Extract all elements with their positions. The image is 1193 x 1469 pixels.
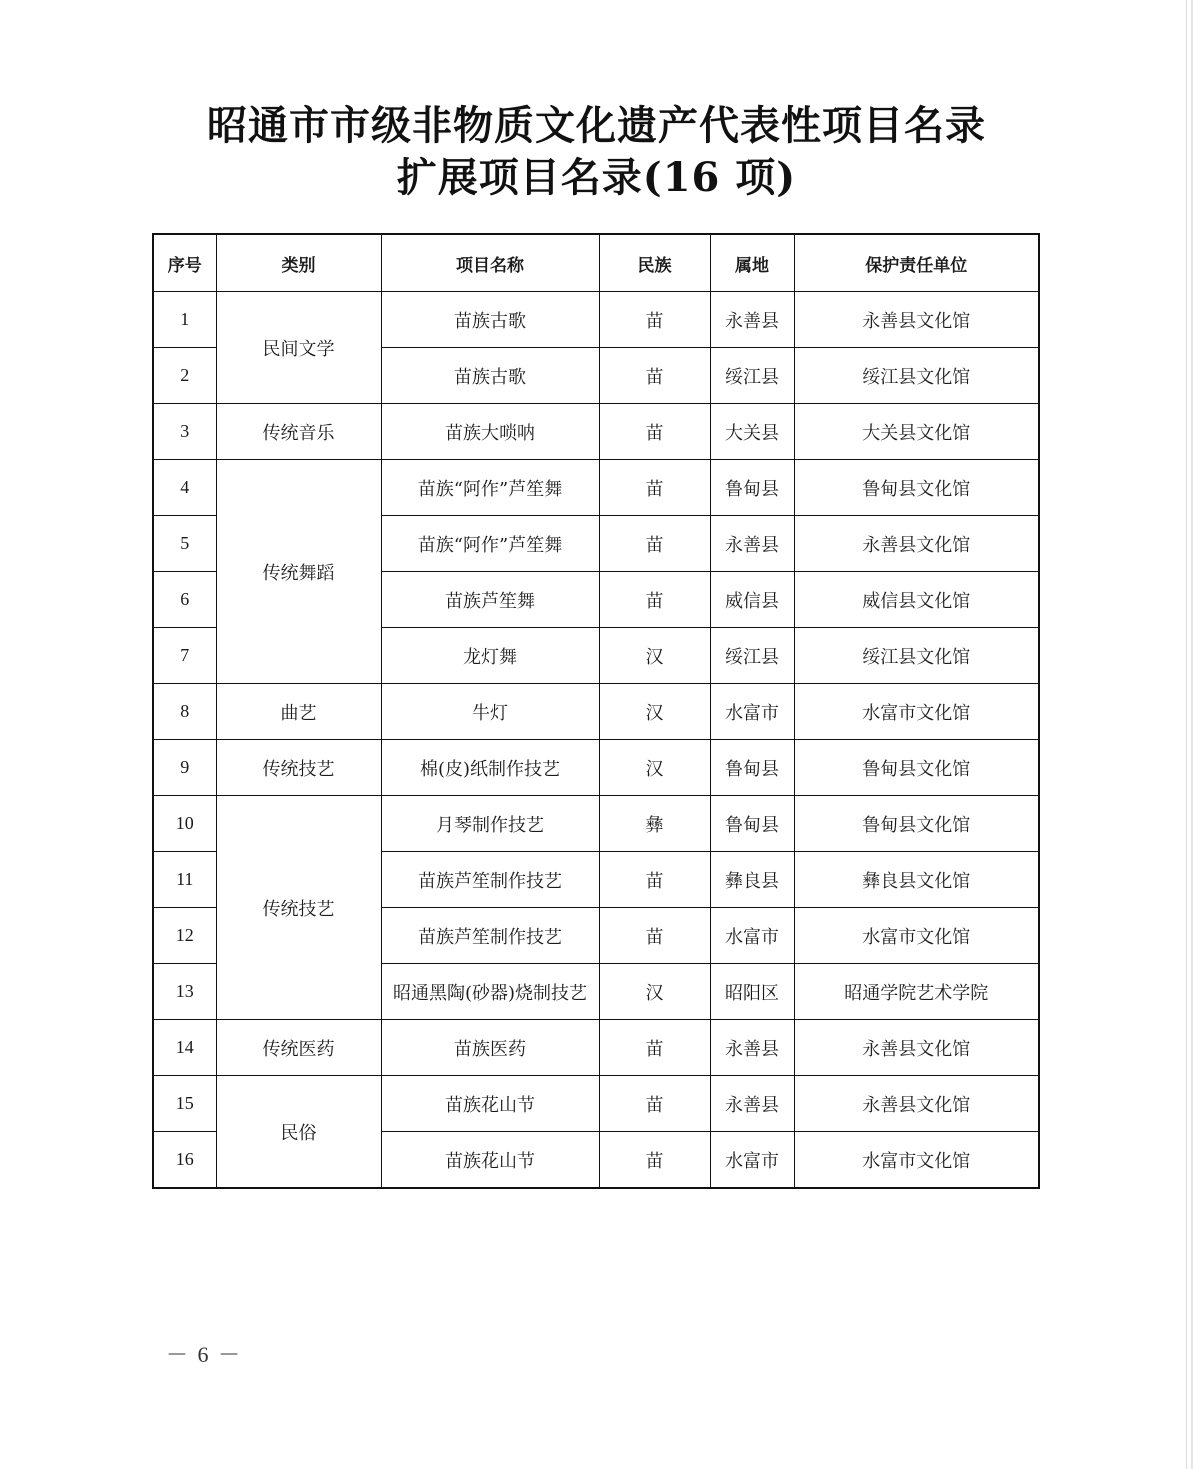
cell-project-name: 苗族芦笙舞 bbox=[381, 572, 599, 628]
cell-ethnicity: 彝 bbox=[599, 796, 710, 852]
header-project-name: 项目名称 bbox=[381, 234, 599, 292]
cell-project-name: 牛灯 bbox=[381, 684, 599, 740]
cell-serial: 15 bbox=[153, 1076, 216, 1132]
cell-project-name: 月琴制作技艺 bbox=[381, 796, 599, 852]
header-serial: 序号 bbox=[153, 234, 216, 292]
cell-serial: 13 bbox=[153, 964, 216, 1020]
cell-locality: 绥江县 bbox=[710, 628, 794, 684]
cell-ethnicity: 苗 bbox=[599, 1020, 710, 1076]
cell-locality: 鲁甸县 bbox=[710, 740, 794, 796]
header-locality: 属地 bbox=[710, 234, 794, 292]
table-row bbox=[153, 404, 1039, 460]
cell-category: 传统技艺 bbox=[216, 740, 381, 796]
cell-ethnicity: 苗 bbox=[599, 572, 710, 628]
title-line-1: 昭通市市级非物质文化遗产代表性项目名录 bbox=[207, 102, 986, 149]
cell-serial: 3 bbox=[153, 404, 216, 460]
table-body bbox=[153, 292, 1039, 1189]
table-row bbox=[153, 1076, 1039, 1132]
cell-locality: 大关县 bbox=[710, 404, 794, 460]
cell-category: 传统医药 bbox=[216, 1020, 381, 1076]
cell-responsible-unit: 绥江县文化馆 bbox=[794, 348, 1039, 404]
table-row bbox=[153, 796, 1039, 852]
table-row bbox=[153, 740, 1039, 796]
cell-project-name: 苗族“阿作”芦笙舞 bbox=[381, 516, 599, 572]
cell-locality: 永善县 bbox=[710, 1020, 794, 1076]
cell-locality: 威信县 bbox=[710, 572, 794, 628]
cell-ethnicity: 苗 bbox=[599, 292, 710, 348]
cell-responsible-unit: 昭通学院艺术学院 bbox=[794, 964, 1039, 1020]
cell-serial: 12 bbox=[153, 908, 216, 964]
cell-locality: 水富市 bbox=[710, 1132, 794, 1189]
cell-serial: 2 bbox=[153, 348, 216, 404]
cell-project-name: 苗族花山节 bbox=[381, 1076, 599, 1132]
cell-ethnicity: 苗 bbox=[599, 1076, 710, 1132]
table-row bbox=[153, 1020, 1039, 1076]
cell-locality: 水富市 bbox=[710, 684, 794, 740]
cell-locality: 鲁甸县 bbox=[710, 460, 794, 516]
header-category: 类别 bbox=[216, 234, 381, 292]
cell-ethnicity: 苗 bbox=[599, 516, 710, 572]
cell-ethnicity: 苗 bbox=[599, 404, 710, 460]
cell-category: 传统音乐 bbox=[216, 404, 381, 460]
cell-ethnicity: 汉 bbox=[599, 684, 710, 740]
cell-responsible-unit: 永善县文化馆 bbox=[794, 516, 1039, 572]
header-responsible-unit: 保护责任单位 bbox=[794, 234, 1039, 292]
cell-ethnicity: 汉 bbox=[599, 628, 710, 684]
cell-project-name: 苗族大唢呐 bbox=[381, 404, 599, 460]
cell-responsible-unit: 鲁甸县文化馆 bbox=[794, 460, 1039, 516]
cell-project-name: 昭通黑陶(砂器)烧制技艺 bbox=[381, 964, 599, 1020]
cell-locality: 水富市 bbox=[710, 908, 794, 964]
cell-responsible-unit: 绥江县文化馆 bbox=[794, 628, 1039, 684]
cell-responsible-unit: 水富市文化馆 bbox=[794, 908, 1039, 964]
table-row bbox=[153, 292, 1039, 348]
table-row bbox=[153, 460, 1039, 516]
cell-ethnicity: 汉 bbox=[599, 740, 710, 796]
cell-category: 民俗 bbox=[216, 1076, 381, 1189]
cell-locality: 永善县 bbox=[710, 1076, 794, 1132]
cell-locality: 永善县 bbox=[710, 292, 794, 348]
cell-locality: 鲁甸县 bbox=[710, 796, 794, 852]
cell-serial: 8 bbox=[153, 684, 216, 740]
cell-ethnicity: 苗 bbox=[599, 908, 710, 964]
cell-responsible-unit: 水富市文化馆 bbox=[794, 1132, 1039, 1189]
cell-serial: 14 bbox=[153, 1020, 216, 1076]
cell-category: 民间文学 bbox=[216, 292, 381, 404]
cell-ethnicity: 苗 bbox=[599, 1132, 710, 1189]
cell-responsible-unit: 大关县文化馆 bbox=[794, 404, 1039, 460]
cell-project-name: 龙灯舞 bbox=[381, 628, 599, 684]
cell-responsible-unit: 彝良县文化馆 bbox=[794, 852, 1039, 908]
cell-serial: 5 bbox=[153, 516, 216, 572]
cell-ethnicity: 苗 bbox=[599, 852, 710, 908]
cell-project-name: 苗族古歌 bbox=[381, 348, 599, 404]
page-edge bbox=[1186, 0, 1193, 1469]
cell-project-name: 苗族芦笙制作技艺 bbox=[381, 908, 599, 964]
cell-serial: 1 bbox=[153, 292, 216, 348]
cell-category: 传统技艺 bbox=[216, 796, 381, 1020]
table-header-row bbox=[153, 234, 1039, 292]
cell-category: 传统舞蹈 bbox=[216, 460, 381, 684]
cell-locality: 昭阳区 bbox=[710, 964, 794, 1020]
cell-serial: 11 bbox=[153, 852, 216, 908]
cell-locality: 绥江县 bbox=[710, 348, 794, 404]
cell-serial: 7 bbox=[153, 628, 216, 684]
document-title bbox=[0, 100, 1193, 204]
cell-responsible-unit: 鲁甸县文化馆 bbox=[794, 740, 1039, 796]
cell-responsible-unit: 鲁甸县文化馆 bbox=[794, 796, 1039, 852]
cell-locality: 彝良县 bbox=[710, 852, 794, 908]
cell-responsible-unit: 威信县文化馆 bbox=[794, 572, 1039, 628]
cell-serial: 9 bbox=[153, 740, 216, 796]
cell-ethnicity: 汉 bbox=[599, 964, 710, 1020]
cell-project-name: 苗族古歌 bbox=[381, 292, 599, 348]
cell-serial: 6 bbox=[153, 572, 216, 628]
cell-project-name: 苗族医药 bbox=[381, 1020, 599, 1076]
page-number: － 6 － bbox=[166, 1342, 243, 1367]
cell-responsible-unit: 永善县文化馆 bbox=[794, 1020, 1039, 1076]
cell-project-name: 棉(皮)纸制作技艺 bbox=[381, 740, 599, 796]
cell-ethnicity: 苗 bbox=[599, 460, 710, 516]
cell-responsible-unit: 永善县文化馆 bbox=[794, 1076, 1039, 1132]
cell-serial: 4 bbox=[153, 460, 216, 516]
cell-category: 曲艺 bbox=[216, 684, 381, 740]
cell-project-name: 苗族芦笙制作技艺 bbox=[381, 852, 599, 908]
cell-serial: 16 bbox=[153, 1132, 216, 1189]
heritage-project-table bbox=[152, 233, 1040, 1189]
cell-ethnicity: 苗 bbox=[599, 348, 710, 404]
header-ethnicity: 民族 bbox=[599, 234, 710, 292]
cell-project-name: 苗族花山节 bbox=[381, 1132, 599, 1189]
cell-locality: 永善县 bbox=[710, 516, 794, 572]
cell-project-name: 苗族“阿作”芦笙舞 bbox=[381, 460, 599, 516]
cell-responsible-unit: 水富市文化馆 bbox=[794, 684, 1039, 740]
title-line-2: 扩展项目名录(16 项) bbox=[396, 154, 797, 201]
cell-responsible-unit: 永善县文化馆 bbox=[794, 292, 1039, 348]
cell-serial: 10 bbox=[153, 796, 216, 852]
table-row bbox=[153, 684, 1039, 740]
